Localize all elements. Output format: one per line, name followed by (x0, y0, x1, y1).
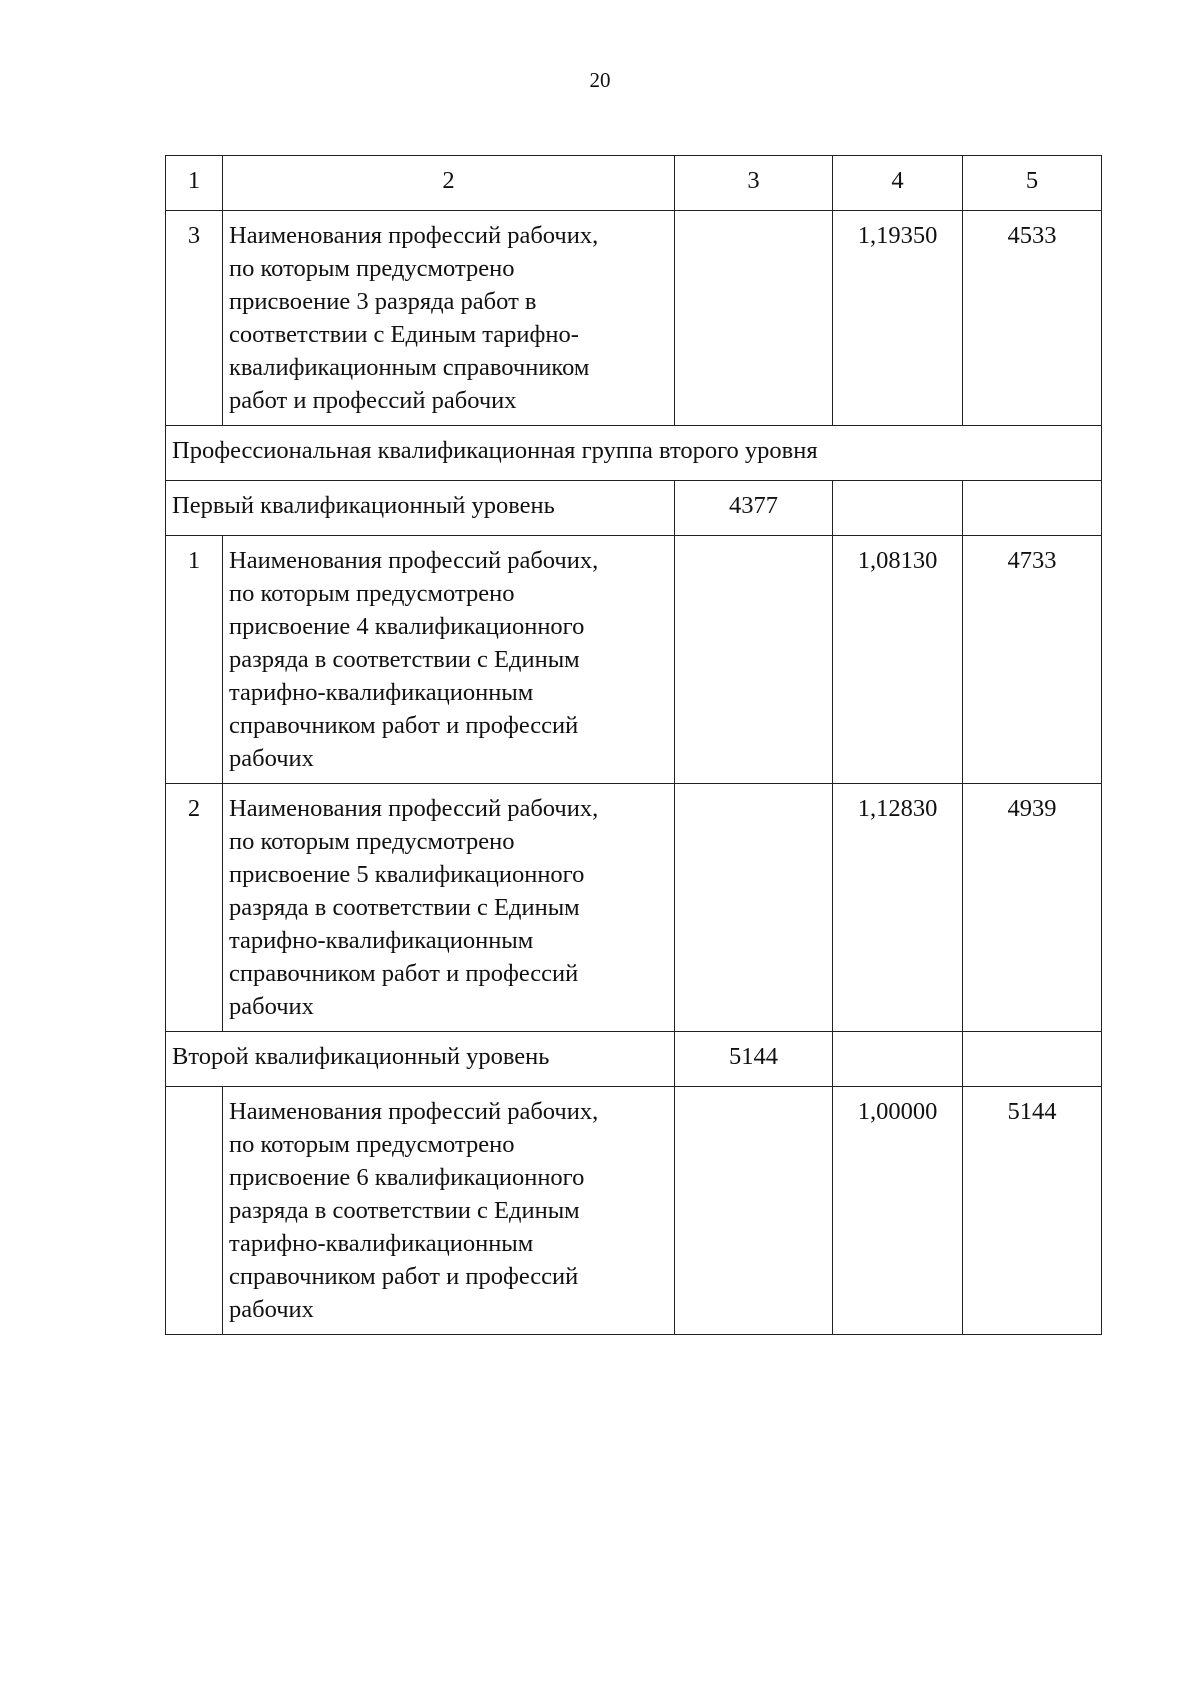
base-salary-cell (675, 536, 833, 784)
level-label: Второй квалификационный уровень (166, 1032, 675, 1087)
description-line: рабочих (229, 993, 314, 1020)
salary-value-cell: 4733 (963, 536, 1102, 784)
table-row (166, 211, 1102, 426)
table-row (166, 536, 1102, 784)
description-line: справочником работ и профессий (229, 960, 579, 987)
header-cell-3: 3 (675, 156, 833, 211)
description-line: по которым предусмотрено (229, 828, 515, 855)
row-number: 3 (166, 211, 223, 426)
level-base-salary: 4377 (675, 481, 833, 536)
description-line: квалификационным справочником (229, 354, 590, 381)
group-heading-row (166, 426, 1102, 481)
level-label: Первый квалификационный уровень (166, 481, 675, 536)
description-line: по которым предусмотрено (229, 1131, 515, 1158)
salary-value-cell: 4939 (963, 784, 1102, 1032)
description-line: тарифно-квалификационным (229, 927, 534, 954)
coefficient-cell: 1,19350 (833, 211, 963, 426)
row-number: 1 (166, 536, 223, 784)
profession-description (223, 211, 675, 426)
table-row (166, 784, 1102, 1032)
description-line: тарифно-квалификационным (229, 1230, 534, 1257)
profession-description (223, 1087, 675, 1335)
description-line: присвоение 4 квалификационного (229, 613, 585, 640)
description-line: присвоение 5 квалификационного (229, 861, 585, 888)
header-cell-4: 4 (833, 156, 963, 211)
description-line: присвоение 3 разряда работ в (229, 288, 537, 315)
table-header-row (166, 156, 1102, 211)
group-heading: Профессиональная квалификационная группа второго уровня (166, 426, 1102, 481)
profession-description (223, 536, 675, 784)
salary-value-cell: 5144 (963, 1087, 1102, 1335)
description-line: справочником работ и профессий (229, 712, 579, 739)
base-salary-cell (675, 211, 833, 426)
description-line: разряда в соответствии с Единым (229, 1197, 580, 1224)
table-row (166, 1087, 1102, 1335)
description-line: Наименования профессий рабочих, (229, 547, 599, 574)
row-number (166, 1087, 223, 1335)
empty-cell (963, 1032, 1102, 1087)
coefficient-cell: 1,00000 (833, 1087, 963, 1335)
description-line: по которым предусмотрено (229, 580, 515, 607)
description-line: тарифно-квалификационным (229, 679, 534, 706)
coefficient-cell: 1,12830 (833, 784, 963, 1032)
salary-table (165, 155, 1102, 1335)
description-line: рабочих (229, 1296, 314, 1323)
level-base-salary: 5144 (675, 1032, 833, 1087)
description-line: рабочих (229, 745, 314, 772)
description-line: работ и профессий рабочих (229, 387, 517, 414)
coefficient-cell: 1,08130 (833, 536, 963, 784)
header-cell-2: 2 (223, 156, 675, 211)
level-row (166, 1032, 1102, 1087)
page-number: 20 (589, 68, 611, 92)
base-salary-cell (675, 1087, 833, 1335)
header-cell-5: 5 (963, 156, 1102, 211)
empty-cell (833, 481, 963, 536)
description-line: Наименования профессий рабочих, (229, 795, 599, 822)
description-line: Наименования профессий рабочих, (229, 1098, 599, 1125)
empty-cell (833, 1032, 963, 1087)
description-line: Наименования профессий рабочих, (229, 222, 599, 249)
description-line: по которым предусмотрено (229, 255, 515, 282)
empty-cell (963, 481, 1102, 536)
row-number: 2 (166, 784, 223, 1032)
profession-description (223, 784, 675, 1032)
base-salary-cell (675, 784, 833, 1032)
level-row (166, 481, 1102, 536)
description-line: присвоение 6 квалификационного (229, 1164, 585, 1191)
description-line: разряда в соответствии с Единым (229, 646, 580, 673)
header-cell-1: 1 (166, 156, 223, 211)
description-line: справочником работ и профессий (229, 1263, 579, 1290)
description-line: соответствии с Единым тарифно- (229, 321, 579, 348)
description-line: разряда в соответствии с Единым (229, 894, 580, 921)
salary-value-cell: 4533 (963, 211, 1102, 426)
